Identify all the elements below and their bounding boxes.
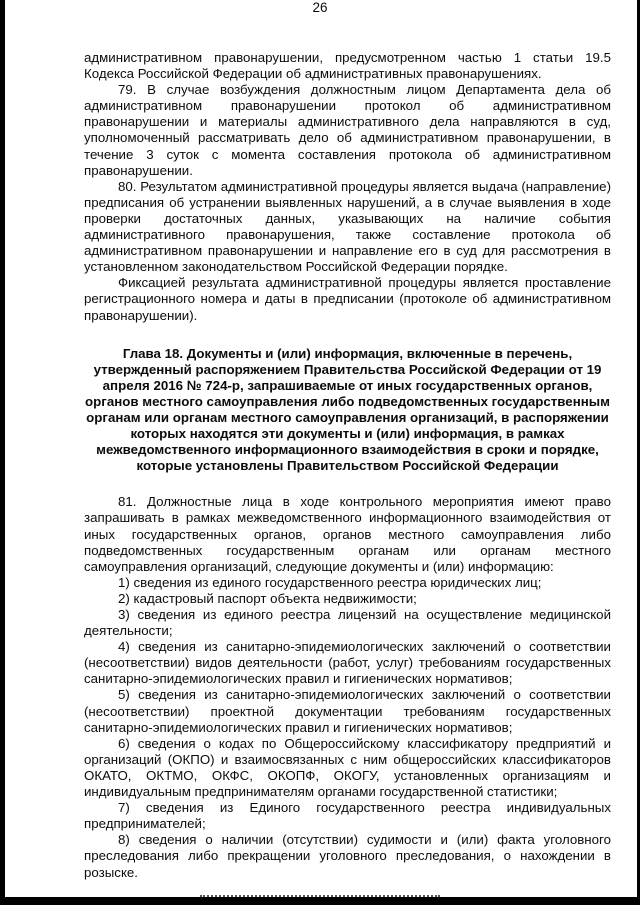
list-item-6: 6) сведения о кодах по Общероссийскому классификатору предприятий и организаций (ОКПО) и взаимосвязанных с ним общероссийских классификаторов ОКАТО, ОКТМО, ОКФС, ОКОПФ, ОКОГУ, установленных организациям и индивидуальным предпринимателям органами государственной статистики; [84, 735, 611, 800]
scan-left-edge [0, 0, 5, 905]
list-item-4: 4) сведения из санитарно-эпидемиологических заключений о соответствии (несоответствии) видов деятельности (работ, услуг) требованиям государственных санитарно-эпидемиологических правил и гигиенических нормативов; [84, 639, 611, 687]
scan-bottom-edge [0, 897, 640, 905]
list-item-5: 5) сведения из санитарно-эпидемиологических заключений о соответствии (несоответствии) проектной документации требованиям государственных санитарно-эпидемиологических правил и гигиенических нормативов; [84, 687, 611, 735]
document-body [84, 50, 611, 881]
list-item-8: 8) сведения о наличии (отсутствии) судимости и (или) факта уголовного преследования либо прекращении уголовного преследования, о нахождении в розыске. [84, 832, 611, 880]
list-item-1: 1) сведения из единого государственного реестра юридических лиц; [118, 574, 542, 590]
paragraph-81: 81. Должностные лица в ходе контрольного мероприятия имеют право запрашивать в рамках межведомственного информационного взаимодействия от иных государственных органов, органов местного самоуправления либо подведомственных государственным органам или органам местного самоуправления организаций, следующие документы и (или) информацию: [84, 494, 611, 574]
paragraph-fixation: Фиксацией результата административной процедуры является проставление регистрационного номера и даты в предписании (протоколе об административном правонарушении). [84, 275, 611, 323]
scan-artifact-dots [200, 893, 440, 897]
page-number: 26 [312, 0, 328, 15]
paragraph-continuation: административном правонарушении, предусмотренном частью 1 статьи 19.5 Кодекса Российской Федерации об административных правонарушениях. [84, 50, 611, 82]
list-item-3: 3) сведения из единого реестра лицензий на осуществление медицинской деятельности; [84, 607, 611, 639]
paragraph-79: 79. В случае возбуждения должностным лицом Департамента дела об административном правонарушении протокол об административном правонарушении и материалы административного дела направляются в суд, уполномоченный рассматривать дело об административном правонарушении, в течение 3 суток с момента составления протокола об административном правонарушении. [84, 82, 611, 178]
list-item-2: 2) кадастровый паспорт объекта недвижимости; [118, 590, 417, 606]
chapter-18-heading: Глава 18. Документы и (или) информация, включенные в перечень, утвержденный распоряжением Правительства Российской Федерации от 19 апреля 2016 № 724-р, запрашиваемые от иных государственных органов, органов местного самоуправления либо подведомственных государственным органам или органам местного самоуправления организаций, в распоряжении которых находятся эти документы и (или) информация, в рамках межведомственного информационного взаимодействия в сроки и порядке, которые установлены Правительством Российской Федерации [85, 345, 610, 474]
paragraph-80: 80. Результатом административной процедуры является выдача (направление) предписания об устранении выявленных нарушений, а в случае выявления в ходе проверки достаточных данных, указывающих на наличие события административного правонарушения, также составление протокола об административном правонарушении и направление его в суд для рассмотрения в установленном законодательством Российской Федерации порядке. [84, 178, 611, 275]
list-item-7: 7) сведения из Единого государственного реестра индивидуальных предпринимателей; [84, 800, 611, 832]
